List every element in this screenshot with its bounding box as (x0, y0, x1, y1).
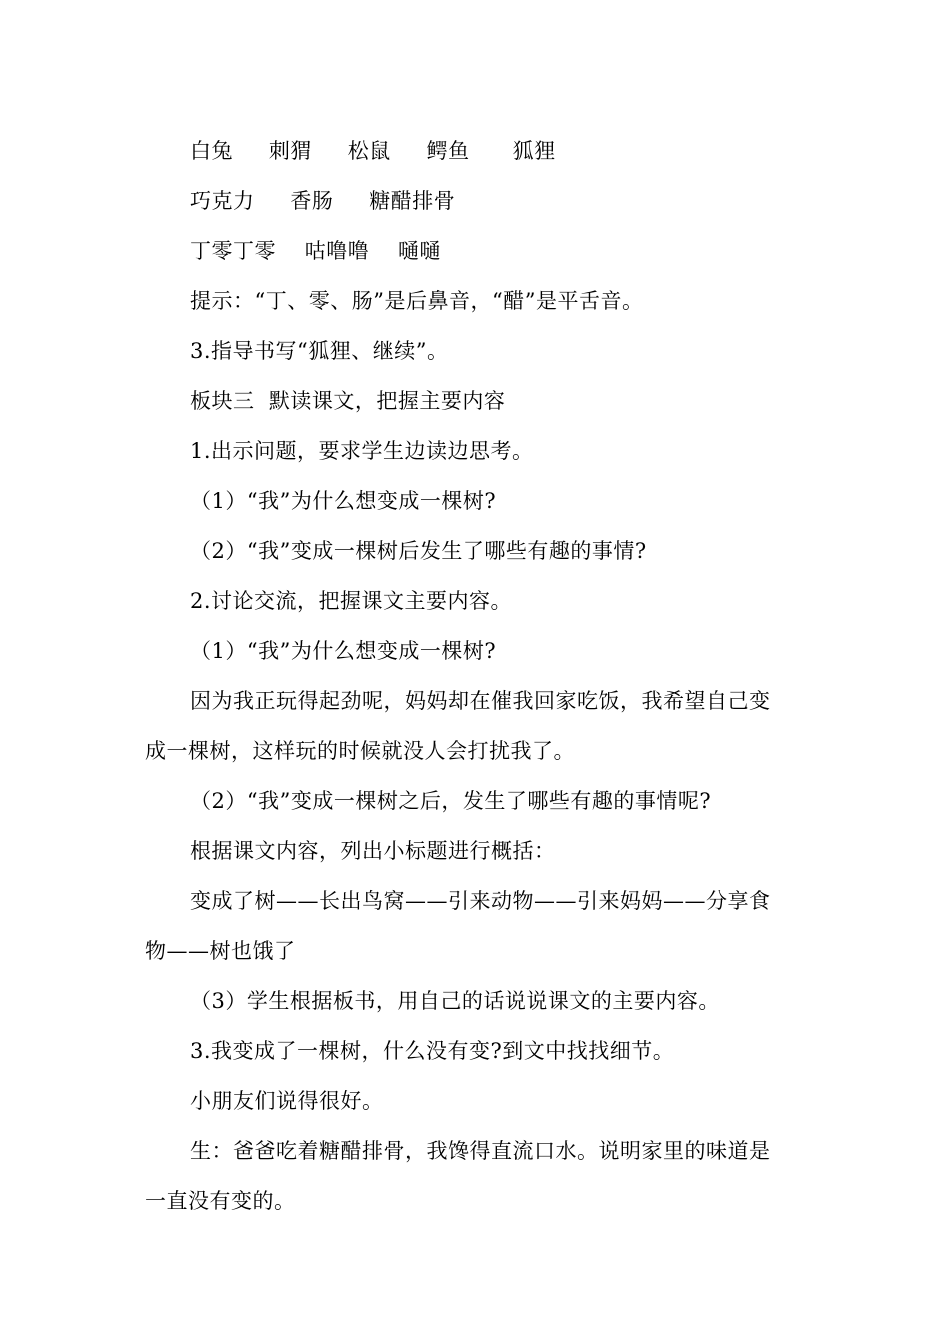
student-answer-line-1: 生：爸爸吃着糖醋排骨，我馋得直流口水。说明家里的味道是 (190, 1139, 771, 1163)
student-answer-line-2: 一直没有变的。 (145, 1189, 296, 1213)
summary-chain-line-1: 变成了树——长出鸟窝——引来动物——引来妈妈——分享食 (190, 889, 771, 913)
step-discussion: 2.讨论交流，把握课文主要内容。 (190, 589, 513, 613)
answer-1-line-2: 成一棵树，这样玩的时候就没人会打扰我了。 (145, 739, 575, 763)
question-2: （2）“我”变成一棵树后发生了哪些有趣的事情? (190, 539, 647, 563)
section-heading: 板块三 默读课文，把握主要内容 (190, 389, 506, 413)
summary-instruction: 根据课文内容，列出小标题进行概括： (190, 839, 556, 863)
step-find-details: 3.我变成了一棵树，什么没有变?到文中找找细节。 (190, 1039, 675, 1063)
question-1: （1）“我”为什么想变成一棵树? (190, 489, 497, 513)
word-list-foods: 巧克力 香肠 糖醋排骨 (190, 189, 456, 213)
summary-chain-line-2: 物——树也饿了 (145, 939, 296, 963)
teacher-praise: 小朋友们说得很好。 (190, 1089, 384, 1113)
question-2-repeat: （2）“我”变成一棵树之后，发生了哪些有趣的事情呢? (190, 789, 712, 813)
question-1-repeat: （1）“我”为什么想变成一棵树? (190, 639, 497, 663)
pronunciation-tip: 提示：“丁、零、肠”是后鼻音，“醋”是平舌音。 (190, 289, 644, 313)
step-writing-guide: 3.指导书写“狐狸、继续”。 (190, 339, 449, 363)
step-show-questions: 1.出示问题，要求学生边读边思考。 (190, 439, 534, 463)
word-list-sounds: 丁零丁零 咕噜噜 嗵嗵 (190, 239, 441, 263)
answer-1-line-1: 因为我正玩得起劲呢，妈妈却在催我回家吃饭，我希望自己变 (190, 689, 771, 713)
question-3: （3）学生根据板书，用自己的话说说课文的主要内容。 (190, 989, 720, 1013)
word-list-animals: 白兔 刺猬 松鼠 鳄鱼 狐狸 (190, 139, 556, 163)
